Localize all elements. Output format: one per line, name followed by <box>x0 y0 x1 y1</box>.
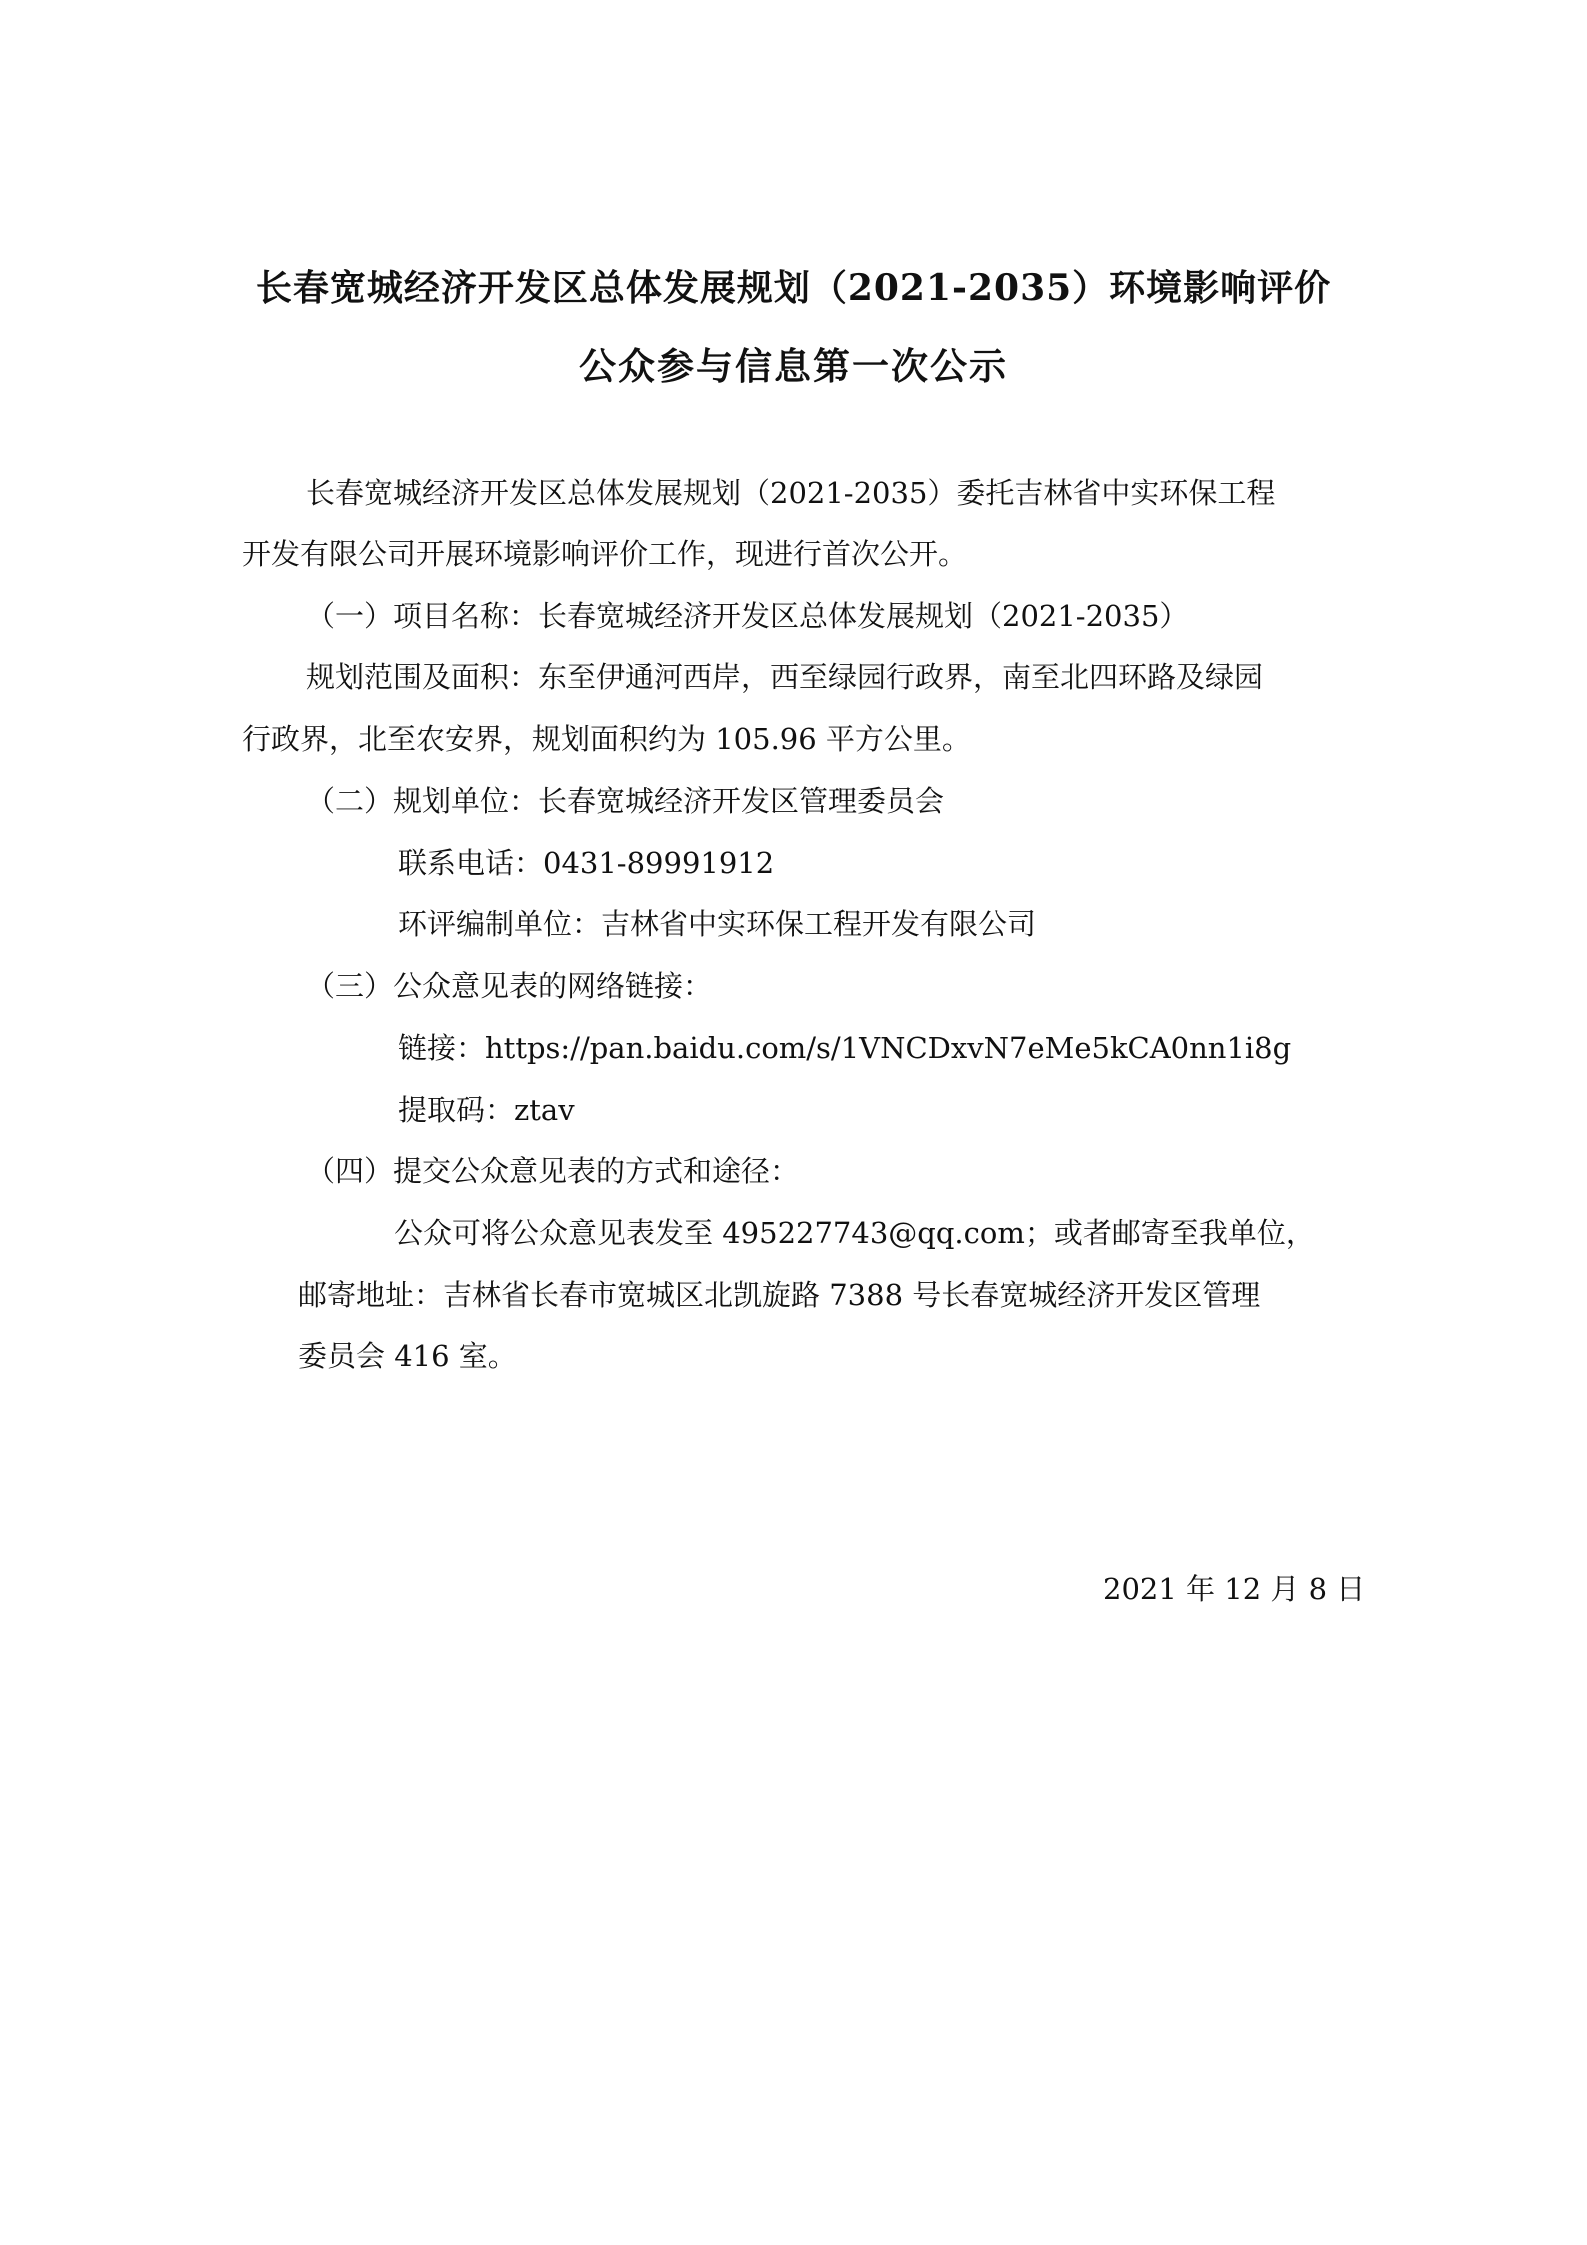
opinion-form-link-heading: （三）公众意见表的网络链接： <box>306 969 713 1003</box>
submission-email-line: 公众可将公众意见表发至 495227743@qq.com；或者邮寄至我单位， <box>394 1216 1315 1250</box>
project-name-line: （一）项目名称：长春宽城经济开发区总体发展规划（2021-2035） <box>306 599 1189 633</box>
intro-paragraph-line-1: 长春宽城经济开发区总体发展规划（2021-2035）委托吉林省中实环保工程 <box>306 476 1276 510</box>
planning-scope-line-1: 规划范围及面积：东至伊通河西岸，西至绿园行政界，南至北四环路及绿园 <box>306 660 1264 694</box>
extraction-code-line: 提取码：ztav <box>398 1093 575 1127</box>
document-date: 2021 年 12 月 8 日 <box>1103 1572 1366 1606</box>
document-title-line-1: 长春宽城经济开发区总体发展规划（2021-2035）环境影响评价 <box>255 267 1332 309</box>
document-title-line-2: 公众参与信息第一次公示 <box>579 344 1008 388</box>
opinion-form-link[interactable]: 链接：https://pan.baidu.com/s/1VNCDxvN7eMe5kCA0nn1i8g <box>398 1031 1292 1065</box>
contact-phone-line: 联系电话：0431-89991912 <box>398 846 775 880</box>
planning-scope-line-2: 行政界，北至农安界，规划面积约为 105.96 平方公里。 <box>242 722 971 756</box>
eia-preparer-line: 环评编制单位：吉林省中实环保工程开发有限公司 <box>398 907 1037 941</box>
submission-method-heading: （四）提交公众意见表的方式和途径： <box>306 1154 800 1188</box>
mailing-address-line-1: 邮寄地址：吉林省长春市宽城区北凯旋路 7388 号长春宽城经济开发区管理 <box>298 1278 1261 1312</box>
intro-paragraph-line-2: 开发有限公司开展环境影响评价工作，现进行首次公开。 <box>242 537 968 571</box>
planning-unit-line: （二）规划单位：长春宽城经济开发区管理委员会 <box>306 784 945 818</box>
mailing-address-line-2: 委员会 416 室。 <box>298 1339 517 1373</box>
